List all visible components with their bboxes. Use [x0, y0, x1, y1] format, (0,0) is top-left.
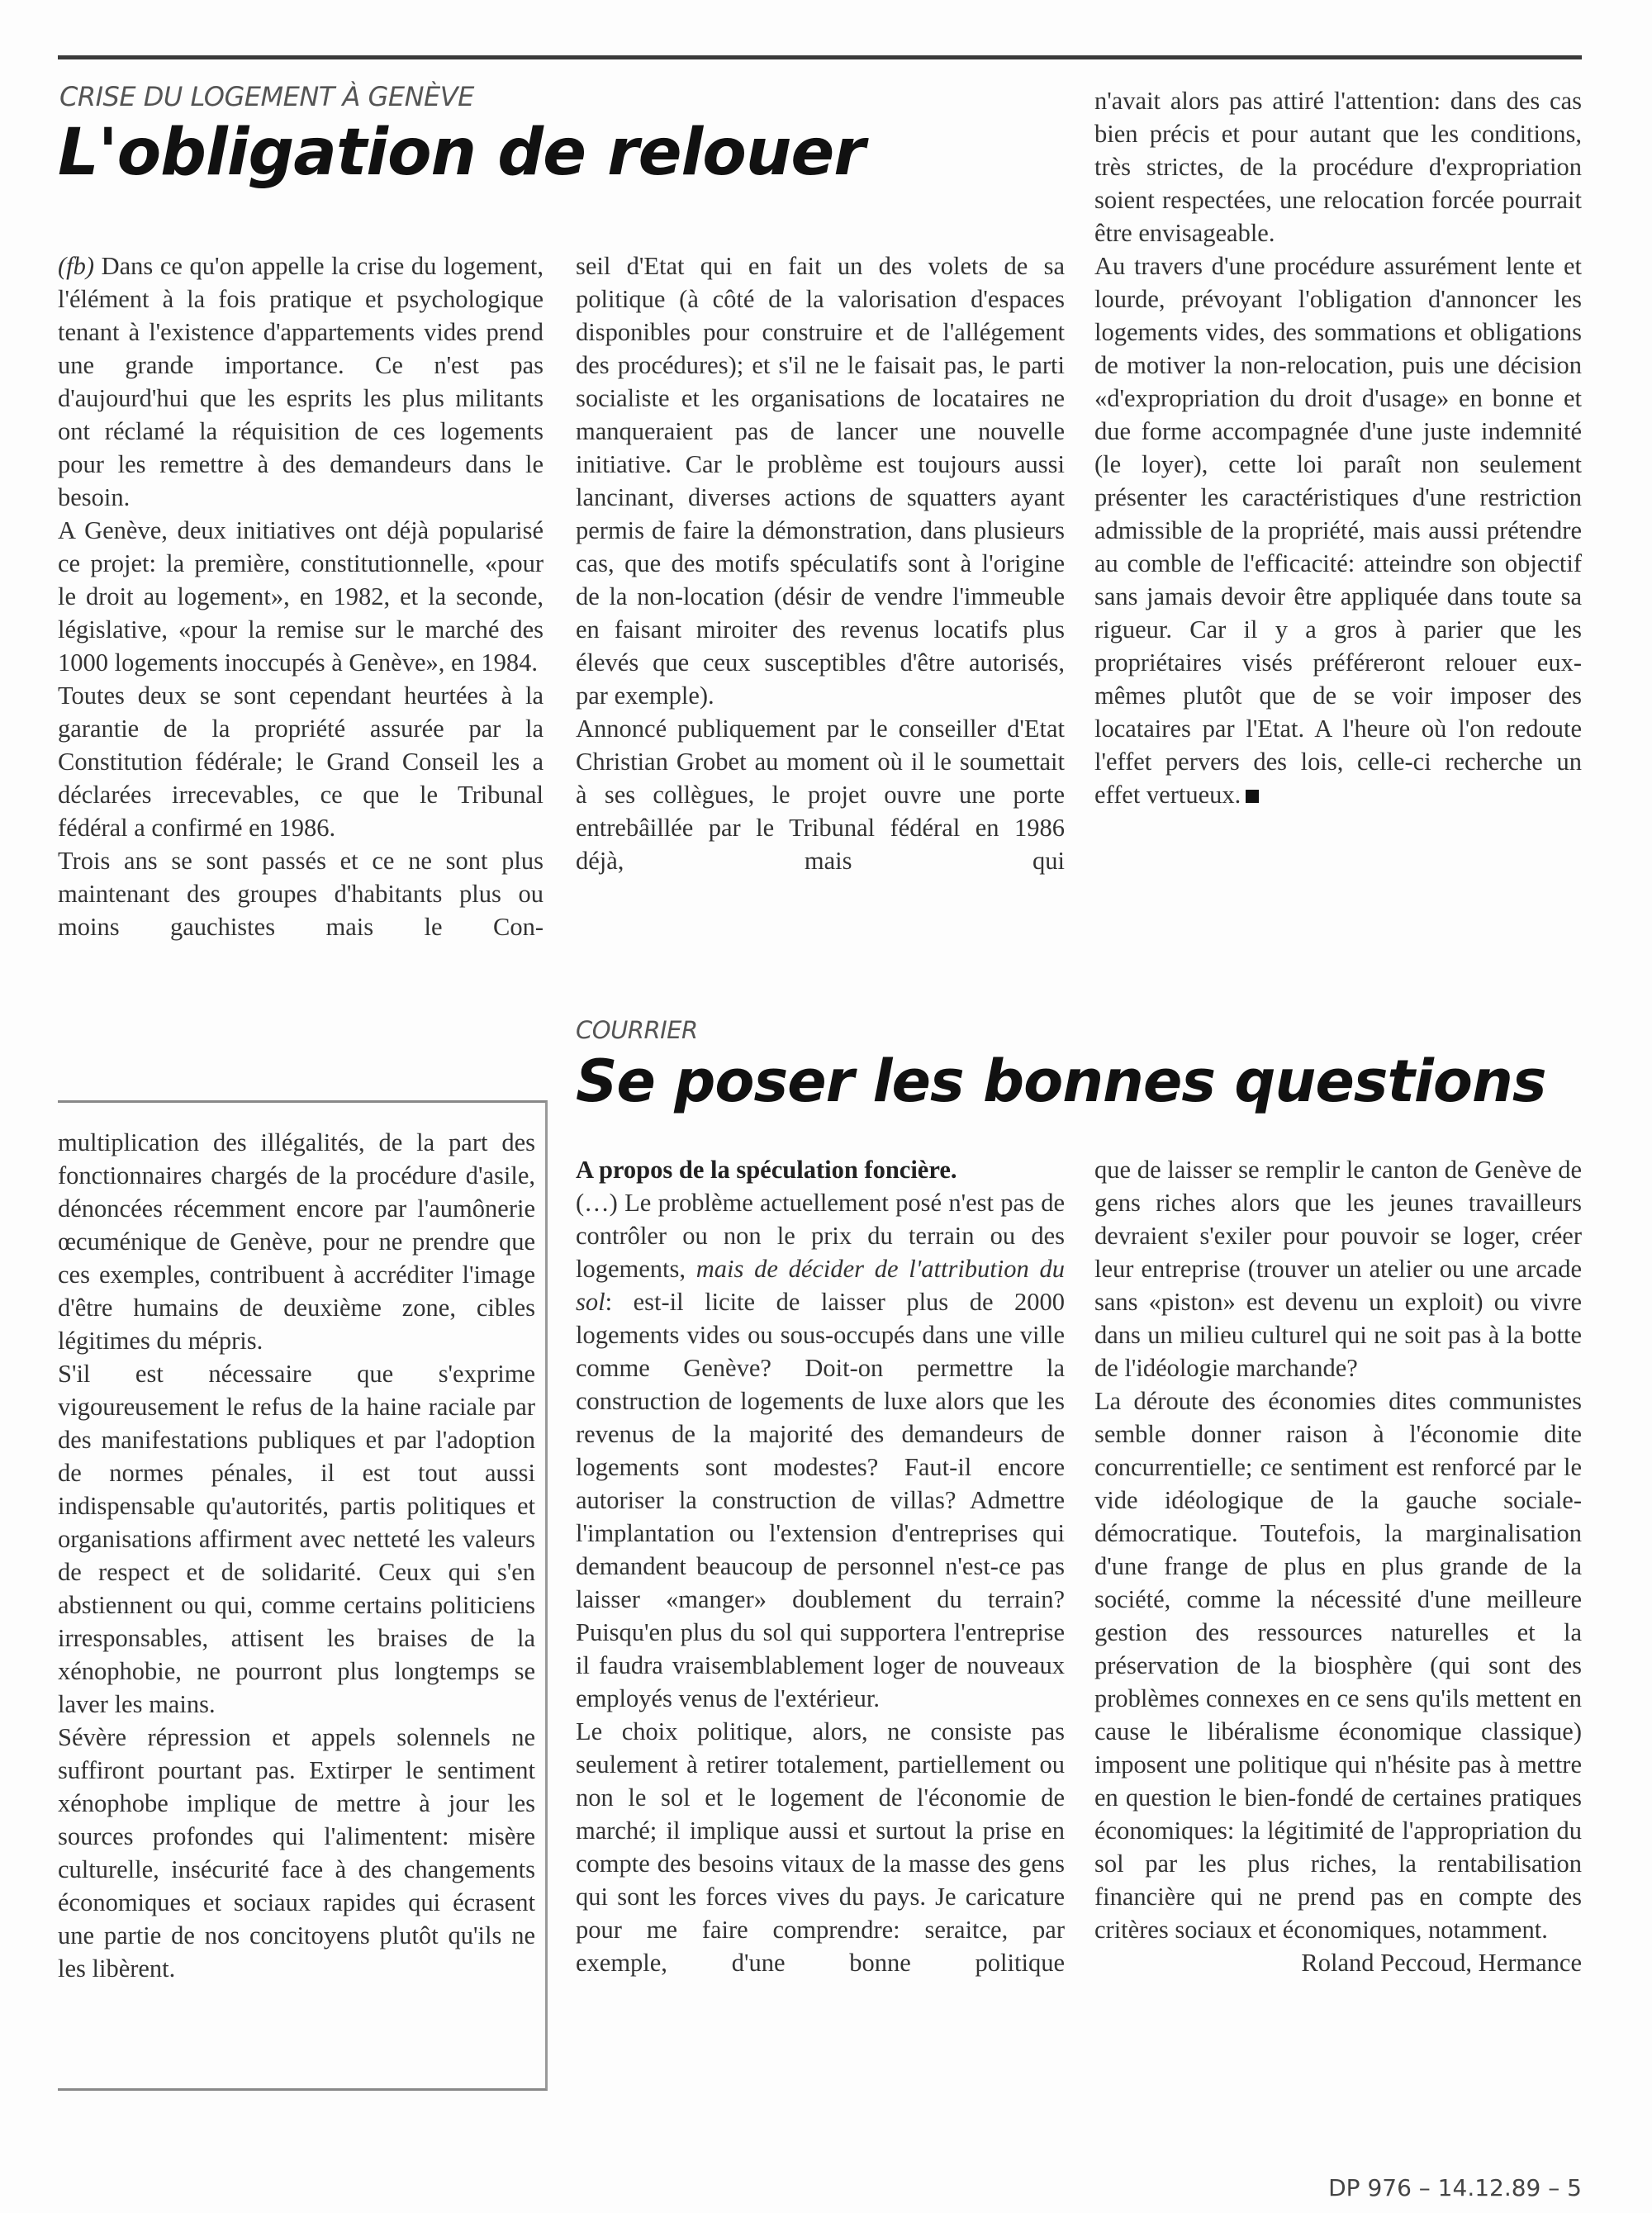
boxed-paragraph: Sévère répression et appels solennels ne suffiront pourtant pas. Extirper le sentiment xénophobe implique de mettre à jour les sources profondes qui l'alimentent: misère culturelle, insécurité face à des changements économiques et sociaux rapides qui écrasent une partie de nos concitoyens plutôt qu'ils ne les libèrent.	[58, 1723, 535, 1983]
article1-paragraph: Au travers d'une procédure assurément lente et lourde, prévoyant l'obligation d'annoncer les logements vides, des sommations et obligations de motiver la non-relocation, puis une décision «d'expropriation du droit d'usage» en bonne et due forme accompagnée d'une juste indemnité (le loyer), cette loi paraît non seulement présenter les caractéristiques d'une restriction admissible de la propriété, mais aussi prétendre au comble de l'efficacité: atteindre son objectif sans jamais devoir être appliquée dans toute sa rigueur. Car il y a gros à parier que les propriétaires visés préféreront relouer eux-mêmes plutôt que de se voir imposer des locataires par l'Etat. A l'heure où l'on redoute l'effet pervers des lois, celle-ci recherche un effet vertueux.	[1094, 252, 1582, 809]
article1-paragraph: seil d'Etat qui en fait un des volets de sa politique (à côté de la valorisation d'espaces disponibles pour construire et de l'allégement des procédures); et s'il ne le faisait pas, le parti socialiste et les organisations de locataires ne manqueraient pas de lancer une nouvelle initiative. Car le problème est toujours aussi lancinant, diverses actions de squatters ayant permis de faire la démonstration, dans plusieurs cas, que des motifs spéculatifs sont à l'origine de la non-location (désir de vendre l'immeuble en faisant miroiter des revenus locatifs plus élevés que ceux susceptibles d'être autorisés, par exemple).	[576, 252, 1065, 710]
article1-title: L'obligation de relouer	[58, 116, 865, 190]
article1-kicker: CRISE DU LOGEMENT À GENÈVE	[59, 81, 474, 112]
top-rule	[58, 55, 1582, 59]
article2-paragraph: (…) Le problème actuellement posé n'est pas de contrôler ou non le prix du terrain ou des logements, mais de décider de l'attribution du sol: est-il licite de laisser plus de 2000 logements vides ou sous-occupés dans une ville comme Genève? Doit-on permettre la construction de logements de luxe alors que les revenus de la majorité des demandeurs de logements sont modestes? Faut-il encore autoriser la construction de villas? Admettre l'implantation ou l'extension d'entreprises qui demandent beaucoup de personnel n'est-ce pas laisser «manger» doublement du terrain? Puisqu'en plus du sol qui supportera l'entreprise il faudra vraisemblablement loger de nouveaux employés venus de l'extérieur.	[576, 1189, 1065, 1712]
boxed-paragraph: multiplication des illégalités, de la part des fonctionnaires chargés de la procédure d'asile, dénoncées récemment encore par l'aumônerie œcuménique de Genève, pour ne prendre que ces exemples, contribuent à accréditer l'image d'être humains de deuxième zone, cibles légitimes du mépris.	[58, 1128, 535, 1355]
article1-paragraph: A Genève, deux initiatives ont déjà popularisé ce projet: la première, constitutionnelle, «pour le droit au logement», en 1982, et la seconde, législative, «pour la remise sur le marché des 1000 logements inoccupés à Genève», en 1984.	[58, 516, 544, 677]
article1-paragraph: Trois ans se sont passés et ce ne sont plus maintenant des groupes d'habitants plus ou moins gauchistes mais le Con-	[58, 847, 544, 941]
article2-column-2	[1094, 1153, 1582, 1979]
byline: (fb)	[58, 252, 95, 280]
article1-column-2	[576, 249, 1065, 877]
page-footer-issue: DP 976 – 14.12.89 – 5	[1328, 2174, 1582, 2201]
boxed-paragraph: S'il est nécessaire que s'exprime vigoureusement le refus de la haine raciale par des manifestations publiques et par l'adoption de normes pénales, il est tout aussi indispensable qu'autorités, partis politiques et organisations affirment avec netteté les valeurs de respect et de solidarité. Ceux qui s'en abstiennent ou qui, comme certains politiciens irresponsables, attisent les braises de la xénophobie, ne pourront plus longtemps se laver les mains.	[58, 1360, 535, 1718]
end-of-article-mark	[1246, 790, 1259, 803]
article2-paragraph: que de laisser se remplir le canton de Genève de gens riches alors que les jeunes travailleurs devraient s'exiler pour pouvoir se loger, créer leur entreprise (trouver un atelier ou une arcade sans «piston» est devenu un exploit) ou vivre dans un milieu culturel qui ne soit pas à la botte de l'idéologie marchande?	[1094, 1156, 1582, 1382]
article1-paragraph: Toutes deux se sont cependant heurtées à la garantie de la propriété assurée par la Constitution fédérale; le Grand Conseil les a déclarées irrecevables, ce que le Tribunal fédéral a confirmé en 1986.	[58, 681, 544, 842]
article2-paragraph: Le choix politique, alors, ne consiste pas seulement à retirer totalement, partiellement ou non le sol et le logement de l'économie de marché; il implique aussi et surtout la prise en compte des besoins vitaux de la masse des gens qui sont les forces vives du pays. Je caricature pour me faire comprendre: seraitce, par exemple, d'une bonne politique	[576, 1717, 1065, 1977]
article1-column-1	[58, 249, 544, 943]
article2-column-1	[576, 1153, 1065, 1979]
article2-kicker: COURRIER	[576, 1016, 698, 1044]
article1-paragraph: Annoncé publiquement par le conseiller d'Etat Christian Grobet au moment où il le soumettait à ses collègues, le projet ouvre une porte entrebâillée par le Tribunal fédéral en 1986 déjà, mais qui	[576, 715, 1065, 875]
article1-paragraph: (fb) Dans ce qu'on appelle la crise du logement, l'élément à la fois pratique et psychologique tenant à l'existence d'appartements vides prend une grande importance. Ce n'est pas d'aujourd'hui que les esprits les plus militants ont réclamé la réquisition de ces logements pour les remettre à des demandeurs dans le besoin.	[58, 252, 544, 511]
article1-paragraph: n'avait alors pas attiré l'attention: dans des cas bien précis et pour autant que les conditions, très strictes, de la procédure d'expropriation soient respectées, une relocation forcée pourrait être envisageable.	[1094, 87, 1582, 247]
boxed-article-text	[58, 1126, 535, 1985]
article2-title: Se poser les bonnes questions	[576, 1047, 1546, 1115]
article2-lead: A propos de la spéculation foncière.	[576, 1156, 957, 1184]
article2-paragraph: La déroute des économies dites communistes semble donner raison à l'économie dite concurrentielle; ce sentiment est renforcé par le vide idéologique de la gauche sociale-démocratique. Toutefois, la marginalisation d'une frange de plus en plus grande de la société, comme la nécessité d'une meilleure gestion des ressources naturelles et la préservation de la biosphère (qui sont des problèmes connexes en ce sens qu'ils mettent en cause le libéralisme économique classique) imposent une politique qui n'hésite pas à mettre en question le bien-fondé de certaines pratiques économiques: la légitimité de l'appropriation du sol par les plus riches, la rentabilisation financière qui ne prend pas en compte des critères sociaux et économiques, notamment.	[1094, 1387, 1582, 1944]
article1-column-3	[1094, 84, 1582, 811]
letter-signature: Roland Peccoud, Hermance	[1301, 1949, 1582, 1977]
